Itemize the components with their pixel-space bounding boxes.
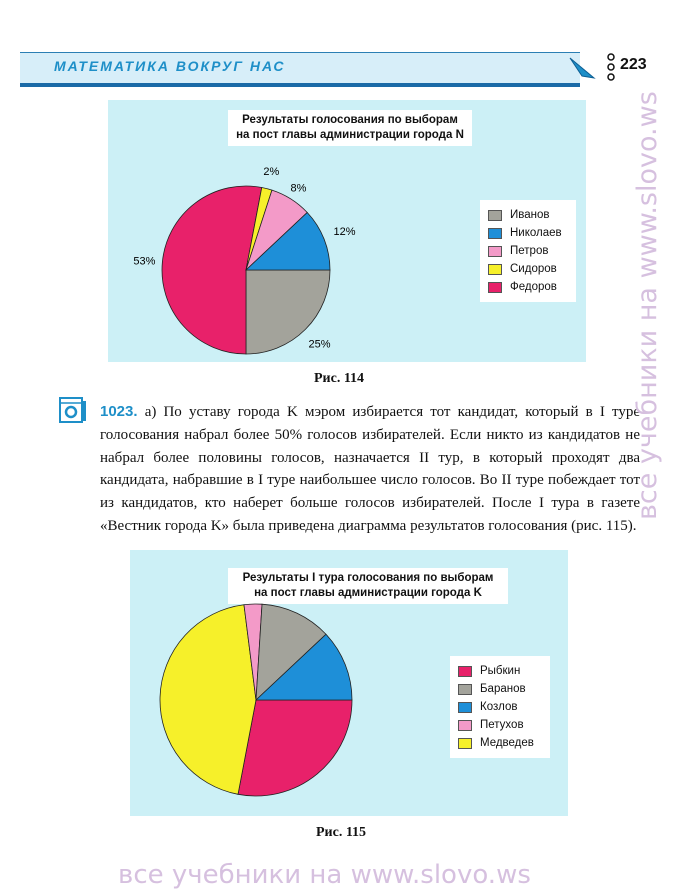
legend-item <box>488 206 568 224</box>
slice-value-label: 2% <box>263 166 280 179</box>
legend-swatch <box>458 702 472 713</box>
legend-label: Козлов <box>480 701 518 713</box>
slice-value-label: 25% <box>308 338 331 351</box>
legend-swatch <box>458 720 472 731</box>
header-title: МАТЕМАТИКА ВОКРУГ НАС <box>54 58 286 74</box>
notebook-icon <box>58 395 88 425</box>
chart-box-114 <box>108 100 586 362</box>
legend-label: Иванов <box>510 209 550 221</box>
legend-swatch <box>488 282 502 293</box>
task-1023 <box>100 401 640 538</box>
pie-slice-Медведев <box>160 605 256 795</box>
legend-item <box>488 278 568 296</box>
legend-swatch <box>458 666 472 677</box>
legend-swatch <box>458 738 472 749</box>
legend-label: Рыбкин <box>480 665 521 677</box>
legend-item <box>458 698 542 716</box>
figure-caption: Рис. 114 <box>314 371 365 386</box>
legend-item <box>488 260 568 278</box>
page-number: 223 <box>620 56 647 73</box>
task-body: а) По уставу города K мэром избирается тот кандидат, который в I туре голосования набрал более 50% голосов избирателей. Если никто из кандидатов не набрал более половины голосов, назначается II тур, в который проходят два кандидата, набравшие в I туре наибольшее число голосов. Во II туре побеждает тот из кандидатов, кто наберет больше голосов избирателей. После I тура в газете «Вестник города K» была приведена диаграмма результатов голосования (рис. 115). <box>100 404 641 534</box>
legend-label: Петухов <box>480 719 524 731</box>
chart-legend <box>480 200 576 302</box>
chart-legend <box>450 656 550 758</box>
legend-label: Сидоров <box>510 263 557 275</box>
task-number: 1023. <box>100 403 138 420</box>
spiral-binding-icon <box>606 52 616 82</box>
legend-swatch <box>488 228 502 239</box>
slice-value-label: 12% <box>333 225 356 238</box>
legend-swatch <box>488 246 502 257</box>
legend-label: Петров <box>510 245 549 257</box>
pie-slice-Рыбкин <box>238 700 352 796</box>
slice-value-label: 53% <box>133 255 156 268</box>
legend-item <box>458 662 542 680</box>
slice-value-label: 8% <box>290 182 307 195</box>
arrow-icon <box>568 54 598 84</box>
legend-label: Николаев <box>510 227 562 239</box>
chart-title-text: Результаты голосования по выборам на пост главы администрации города N <box>236 114 464 141</box>
legend-label: Баранов <box>480 683 526 695</box>
legend-item <box>458 680 542 698</box>
legend-item <box>458 716 542 734</box>
page-header <box>20 52 647 82</box>
watermark-bottom: все учебники на www.slovo.ws <box>118 860 531 890</box>
chart-box-115 <box>130 550 568 816</box>
legend-item <box>488 242 568 260</box>
legend-swatch <box>488 264 502 275</box>
watermark-vertical: все учебники на www.slovo.ws <box>632 91 663 520</box>
chart-title-text: Результаты I тура голосования по выборам на пост главы администрации города K <box>242 572 494 599</box>
legend-label: Федоров <box>510 281 557 293</box>
legend-swatch <box>488 210 502 221</box>
legend-item <box>488 224 568 242</box>
figure-caption: Рис. 115 <box>316 825 367 840</box>
legend-swatch <box>458 684 472 695</box>
legend-item <box>458 734 542 752</box>
legend-label: Медведев <box>480 737 534 749</box>
